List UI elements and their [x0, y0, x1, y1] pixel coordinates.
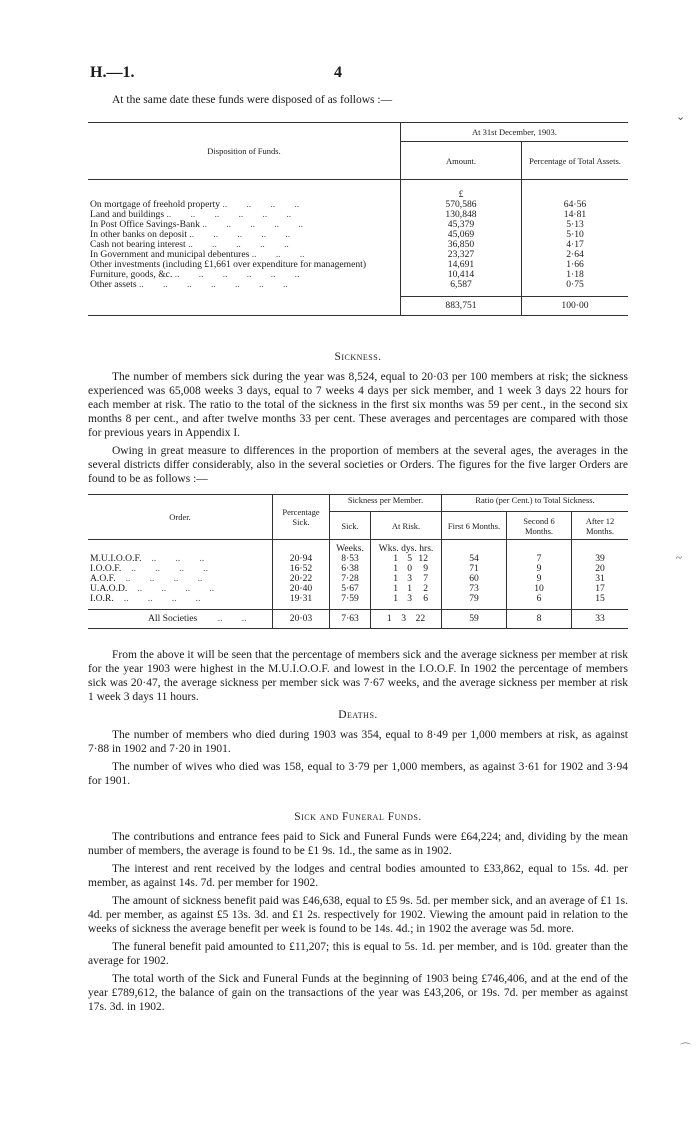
- orders-row: [88, 594, 628, 604]
- order-at-risk-wk: 1: [393, 593, 398, 604]
- spacer-cell: [442, 540, 507, 555]
- order-after-twelve: 17: [572, 584, 629, 594]
- total-at-risk: [371, 610, 442, 629]
- leader-dots: .. .. .. ..: [137, 583, 215, 594]
- analysis-section: [88, 648, 628, 708]
- order-name: I.O.R.: [90, 593, 114, 604]
- order-at-risk-hr: 2: [423, 583, 428, 594]
- leader-dots: .. .. .. .. ..: [202, 219, 304, 230]
- funds-row-percent: 1·66: [522, 260, 629, 270]
- unit-weeks: Weeks.: [330, 540, 371, 555]
- unit-wks-dys-hrs: [371, 540, 442, 555]
- order-after-twelve: 20: [572, 564, 629, 574]
- analysis-paragraph: From the above it will be seen that the percentage of members sick and the average sickness per member at risk for the year 1903 were highest in the M.U.I.O.O.F. and lowest in the I.O.O.F. In 1902 the percentage of members sick was 20·47, the average sickness per member sick was 7·67 weeks, and the average sickness per member at risk 1 week 3 days 11 hours.: [88, 649, 628, 703]
- funds-row-percent: 2·64: [522, 250, 629, 260]
- leader-dots: .. .. .. ..: [123, 593, 201, 604]
- funds-row-amount: 36,850: [401, 240, 522, 250]
- funds-row-percent: 1·18: [522, 270, 629, 280]
- order-name: U.A.O.D.: [90, 583, 128, 594]
- funds-paragraph-1: The contributions and entrance fees paid to Sick and Funeral Funds were £64,224; and, dividing by the mean number of members, the average is found to be £1 9s. 1d., the same as in 1902.: [88, 831, 628, 857]
- order-first-six: 60: [442, 574, 507, 584]
- col-sick: Sick.: [330, 512, 371, 540]
- order-sick-weeks: 8·53: [330, 554, 371, 564]
- funds-row-amount: 45,069: [401, 230, 522, 240]
- funds-row-label: Land and buildings: [90, 209, 165, 220]
- funds-row-label: Other assets: [90, 279, 137, 290]
- order-at-risk-wk: 1: [393, 563, 398, 574]
- scan-mark-icon: ~: [676, 552, 682, 564]
- funds-row-amount: 130,848: [401, 210, 522, 220]
- order-after-twelve: 31: [572, 574, 629, 584]
- deaths-heading: Deaths.: [338, 709, 378, 721]
- currency-symbol: £: [401, 180, 522, 201]
- leader-dots: .. .. ..: [151, 553, 205, 564]
- order-at-risk-wk: 1: [393, 553, 398, 564]
- order-sick-weeks: 7·59: [330, 594, 371, 604]
- order-at-risk-dy: 3: [407, 573, 412, 584]
- funds-row-percent: 0·75: [522, 280, 629, 290]
- order-after-twelve: 39: [572, 554, 629, 564]
- order-at-risk-dy: 3: [407, 593, 412, 604]
- spacer-cell: [507, 540, 572, 555]
- unit-dys: dys.: [401, 543, 417, 554]
- total-dy: 3: [401, 613, 406, 624]
- leader-dots: .. .. .. .. ..: [188, 239, 289, 250]
- order-first-six: 54: [442, 554, 507, 564]
- funds-row-label: Other investments (including £1,661 over expenditure for management): [90, 259, 367, 270]
- order-at-risk-wk: 1: [393, 573, 398, 584]
- orders-total-row: [88, 610, 628, 629]
- col-order: Order.: [88, 495, 273, 540]
- order-sick-weeks: 5·67: [330, 584, 371, 594]
- order-pct-sick: 16·52: [273, 564, 330, 574]
- col-pct-sick: Percentage Sick.: [273, 495, 330, 540]
- order-name: I.O.O.F.: [90, 563, 122, 574]
- col-first: First 6 Months.: [442, 512, 507, 540]
- funds-row-percent: 14·81: [522, 210, 629, 220]
- spacer-cell: [88, 296, 401, 315]
- order-pct-sick: 20·40: [273, 584, 330, 594]
- total-label: All Societies: [148, 613, 198, 624]
- funds-row-label-cell: [88, 280, 401, 290]
- col-group-ratio: Ratio (per Cent.) to Total Sickness.: [442, 495, 629, 512]
- funds-row-label: On mortgage of freehold property: [90, 199, 221, 210]
- order-first-six: 73: [442, 584, 507, 594]
- funds-row-label: Cash not bearing interest: [90, 239, 186, 250]
- funds-total-percent: 100·00: [522, 296, 629, 315]
- order-second-six: 7: [507, 554, 572, 564]
- orders-rows: [88, 554, 628, 604]
- order-at-risk: [371, 554, 442, 564]
- order-sick-weeks: 7·28: [330, 574, 371, 584]
- total-second: 8: [507, 610, 572, 629]
- order-at-risk-dy: 1: [407, 583, 412, 594]
- order-at-risk-hr: 7: [423, 573, 428, 584]
- funds-row-label: In Post Office Savings-Bank: [90, 219, 200, 230]
- spacer-cell: [88, 540, 273, 555]
- funds-row-label: Furniture, goods, &c.: [90, 269, 173, 280]
- order-pct-sick: 20·22: [273, 574, 330, 584]
- funds-section: [88, 810, 628, 1018]
- total-pct: 20·03: [273, 610, 330, 629]
- spacer-cell: [88, 180, 401, 201]
- col-at-risk: At Risk.: [371, 512, 442, 540]
- col-group-sickness: Sickness per Member.: [330, 495, 442, 512]
- leader-dots: .. ..: [217, 613, 247, 624]
- leader-dots: .. .. .. .. ..: [189, 229, 291, 240]
- leader-dots: .. .. .. ..: [131, 563, 208, 574]
- funds-row-label: In Government and municipal debentures: [90, 249, 250, 260]
- sickness-section: [88, 350, 628, 490]
- funds-row-percent: 5·10: [522, 230, 629, 240]
- total-wk: 1: [386, 613, 392, 624]
- leader-dots: .. .. .. .. .. .. ..: [139, 279, 288, 290]
- order-second-six: 10: [507, 584, 572, 594]
- order-second-six: 9: [507, 574, 572, 584]
- scan-mark-icon: ⌒: [680, 1043, 691, 1055]
- spacer-cell: [273, 540, 330, 555]
- col-second: Second 6 Months.: [507, 512, 572, 540]
- funds-row-label: In other banks on deposit: [90, 229, 187, 240]
- col-amount: Amount.: [401, 142, 522, 180]
- order-after-twelve: 15: [572, 594, 629, 604]
- order-name: A.O.F.: [90, 573, 116, 584]
- order-at-risk: [371, 574, 442, 584]
- deaths-paragraph-1: The number of members who died during 1903 was 354, equal to 8·49 per 1,000 members at risk, as against 7·88 in 1902 and 7·20 in 1901.: [88, 729, 628, 755]
- sickness-paragraph-1: The number of members sick during the year was 8,524, equal to 20·03 per 100 members at risk; the sickness experienced was 65,008 weeks 3 days, equal to 7 weeks 4 days per sick member, and 1 week 3 days 22 hours for each member at risk. The ratio to the total of the sickness in the first six months was 59 per cent., in the second six months 8 per cent., and after twelve months 33 per cent. These averages and percentages are compared with those for previous years in Appendix I.: [88, 371, 628, 439]
- order-pct-sick: 19·31: [273, 594, 330, 604]
- order-name-cell: [88, 594, 273, 604]
- funds-row-amount: 14,691: [401, 260, 522, 270]
- funds-row-amount: 6,587: [401, 280, 522, 290]
- funds-paragraph-2: The interest and rent received by the lodges and central bodies amounted to £33,862, equal to 15s. 4d. per member, as against 14s. 7d. per member for 1902.: [88, 863, 628, 889]
- col-disposition: Disposition of Funds.: [88, 123, 401, 180]
- total-label-cell: [88, 610, 273, 629]
- order-at-risk-hr: 12: [418, 553, 428, 564]
- funds-rows: [88, 200, 628, 290]
- spacer-cell: [522, 180, 629, 201]
- funds-row-percent: 64·56: [522, 200, 629, 210]
- order-at-risk-hr: 6: [423, 593, 428, 604]
- report-code: H.—1.: [90, 64, 135, 81]
- total-after: 33: [572, 610, 629, 629]
- funds-row-amount: 45,379: [401, 220, 522, 230]
- leader-dots: .. .. .. ..: [125, 573, 203, 584]
- col-percentage: Percentage of Total Assets.: [522, 142, 629, 180]
- orders-table: [88, 494, 628, 629]
- scan-mark-icon: ⌄: [676, 111, 686, 123]
- sickness-heading: Sickness.: [334, 351, 382, 363]
- order-name: M.U.I.O.O.F.: [90, 553, 142, 564]
- funds-table: [88, 122, 628, 316]
- funds-row: [88, 280, 628, 290]
- order-first-six: 71: [442, 564, 507, 574]
- unit-hrs: hrs.: [419, 543, 434, 554]
- order-at-risk-dy: 5: [407, 553, 412, 564]
- order-first-six: 79: [442, 594, 507, 604]
- funds-row-amount: 570,586: [401, 200, 522, 210]
- order-at-risk-wk: 1: [393, 583, 398, 594]
- deaths-section: [88, 708, 628, 792]
- total-first: 59: [442, 610, 507, 629]
- order-at-risk: [371, 594, 442, 604]
- funds-paragraph-5: The total worth of the Sick and Funeral Funds at the beginning of 1903 being £746,406, and at the end of the year £789,612, the balance of gain on the transactions of the year was £43,206, or 19s. 7d. per member as against 17s. 3d. in 1902.: [88, 973, 628, 1013]
- page-number: 4: [334, 64, 342, 81]
- order-second-six: 9: [507, 564, 572, 574]
- funds-row-percent: 5·13: [522, 220, 629, 230]
- order-second-six: 6: [507, 594, 572, 604]
- order-pct-sick: 20·94: [273, 554, 330, 564]
- total-hr: 22: [415, 613, 426, 624]
- order-at-risk-hr: 9: [423, 563, 428, 574]
- funds-row-amount: 10,414: [401, 270, 522, 280]
- unit-wks: Wks.: [378, 543, 399, 554]
- order-at-risk: [371, 584, 442, 594]
- leader-dots: .. .. .. ..: [222, 199, 300, 210]
- total-sick: 7·63: [330, 610, 371, 629]
- funds-paragraph-3: The amount of sickness benefit paid was £46,638, equal to £5 9s. 5d. per member sick, and an average of £1 1s. 4d. per member, as against £5 13s. 3d. and £1 2s. respectively for 1902. Viewing the amount paid in relation to the weeks of sickness the average benefit per week is found to be 14s. 4d.; in 1902 the average was 5d. more.: [88, 895, 628, 935]
- order-at-risk-dy: 0: [407, 563, 412, 574]
- order-sick-weeks: 6·38: [330, 564, 371, 574]
- sickness-paragraph-2: Owing in great measure to differences in the proportion of members at the several ages, the averages in the several districts differ considerably, also in the several societies or Orders. The figures for the five larger Orders are found to be as follows :—: [88, 445, 628, 485]
- col-group-date: At 31st December, 1903.: [401, 123, 629, 142]
- deaths-paragraph-2: The number of wives who died was 158, equal to 3·79 per 1,000 members, as against 3·61 for 1902 and 3·94 for 1901.: [88, 761, 628, 787]
- intro-line: At the same date these funds were disposed of as follows :—: [112, 94, 393, 106]
- funds-heading: Sick and Funeral Funds.: [294, 811, 422, 823]
- leader-dots: .. .. ..: [251, 249, 305, 260]
- funds-paragraph-4: The funeral benefit paid amounted to £11,207; this is equal to 5s. 1d. per member, and is 10d. greater than the average for 1902.: [88, 941, 628, 967]
- funds-row-amount: 23,327: [401, 250, 522, 260]
- funds-total-amount: 883,751: [401, 296, 522, 315]
- spacer-cell: [572, 540, 629, 555]
- order-at-risk: [371, 564, 442, 574]
- funds-row-percent: 4·17: [522, 240, 629, 250]
- col-after: After 12 Months.: [572, 512, 629, 540]
- leader-dots: .. .. .. .. .. ..: [166, 209, 292, 220]
- leader-dots: .. .. .. .. .. ..: [174, 269, 300, 280]
